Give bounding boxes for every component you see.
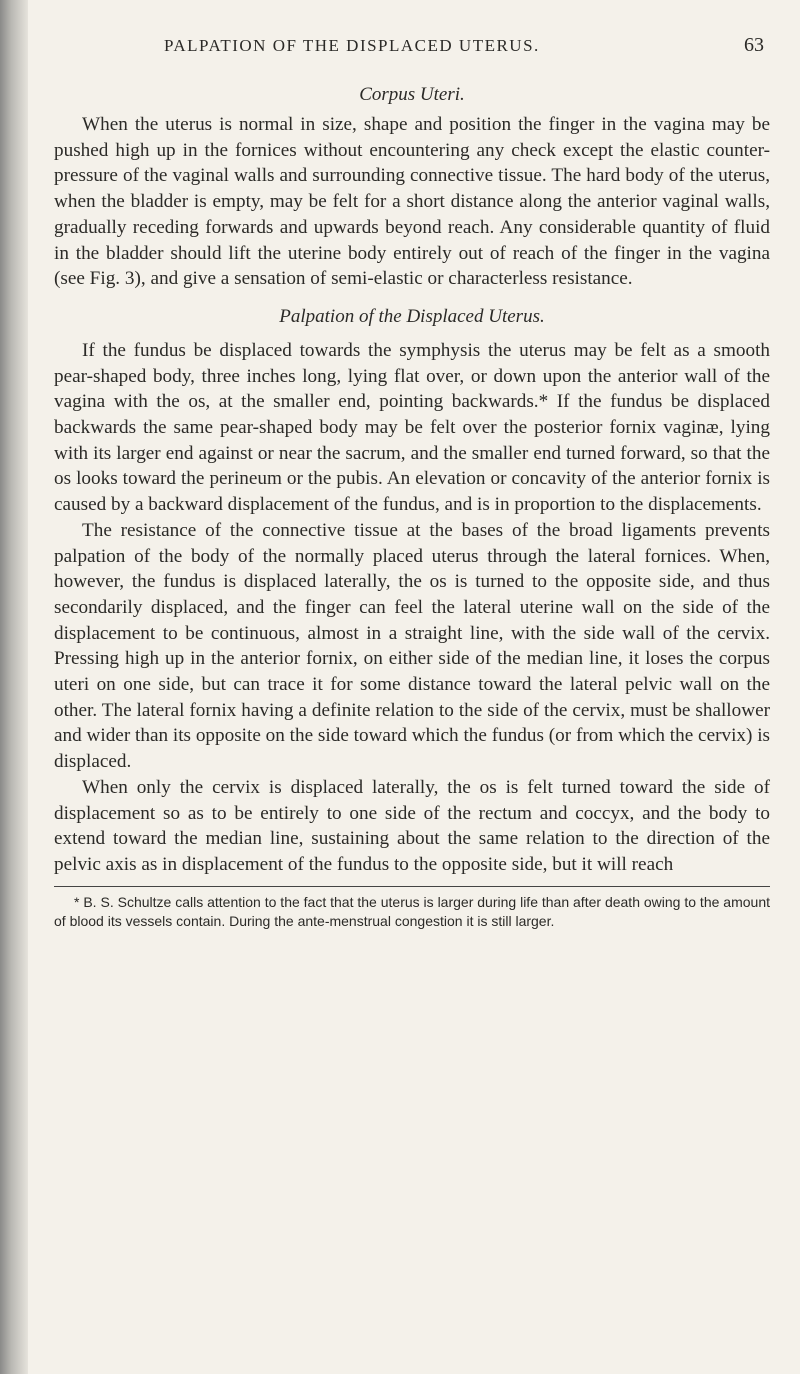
section-heading-corpus-uteri: Corpus Uteri. [359, 84, 465, 105]
section-heading-displaced-uterus: Palpation of the Displaced Uterus. [279, 305, 545, 327]
running-header [54, 32, 770, 62]
paragraph: When only the cervix is displaced laterally, the os is felt turned toward the side of displacement so as to be entirely to one side of the rectum and coccyx, and the body to extend toward the median line, sustaining about the same relation to the direction of the pelvic axis as in displacement of the fundus to the opposite side, but it will reach [54, 776, 770, 875]
footnote-divider [54, 886, 770, 887]
paragraph: If the fundus be displaced towards the symphysis the uterus may be felt as a smooth pear-shaped body, three inches long, lying flat over, or down upon the anterior wall of the vagina with the os, at the smaller end, pointing backwards.* If the fundus be displaced backwards the same pear-shaped body may be felt over the posterior fornix vaginæ, lying with its larger end against or near the sacrum, and the smaller end turned forward, so that the os looks toward the perineum or the pubis. An elevation or concavity of the anterior fornix is caused by a backward displacement of the fundus, and is in proportion to the displacements. [54, 339, 770, 516]
running-title: PALPATION OF THE DISPLACED UTERUS. [164, 36, 540, 55]
book-spine-shadow [0, 0, 28, 1374]
book-page [54, 32, 770, 931]
paragraph: The resistance of the connective tissue at the bases of the broad ligaments prevents palpation of the body of the normally placed uterus through the lateral fornices. When, however, the fundus is displaced laterally, the os is turned to the opposite side, and thus secondarily displaced, and the finger can feel the lateral uterine wall on the side of the displacement to be continuous, almost in a straight line, with the side wall of the cervix. Pressing high up in the anterior fornix, on either side of the median line, it loses the corpus uteri on one side, but can trace it for some distance toward the lateral pelvic wall on the other. The lateral fornix having a definite relation to the side of the cervix, must be shallower and wider than its opposite on the side toward which the fundus (or from which the cervix) is displaced. [54, 519, 770, 773]
page-number: 63 [744, 34, 764, 56]
footnote: * B. S. Schultze calls attention to the fact that the uterus is larger during life than after death owing to the amount of blood its vessels contain. During the ante-menstrual congestion it is still larger. [54, 893, 770, 929]
paragraph: When the uterus is normal in size, shape and position the finger in the vagina may be pushed high up in the fornices without encountering any check except the elastic counter-pressure of the vaginal walls and surrounding connective tissue. The hard body of the uterus, when the bladder is empty, may be felt for a short distance along the anterior vaginal walls, gradually receding forwards and upwards beyond reach. Any considerable quantity of fluid in the bladder should lift the uterine body entirely out of reach of the finger in the vagina (see Fig. 3), and give a sensation of semi-elastic or characterless resistance. [54, 114, 770, 290]
